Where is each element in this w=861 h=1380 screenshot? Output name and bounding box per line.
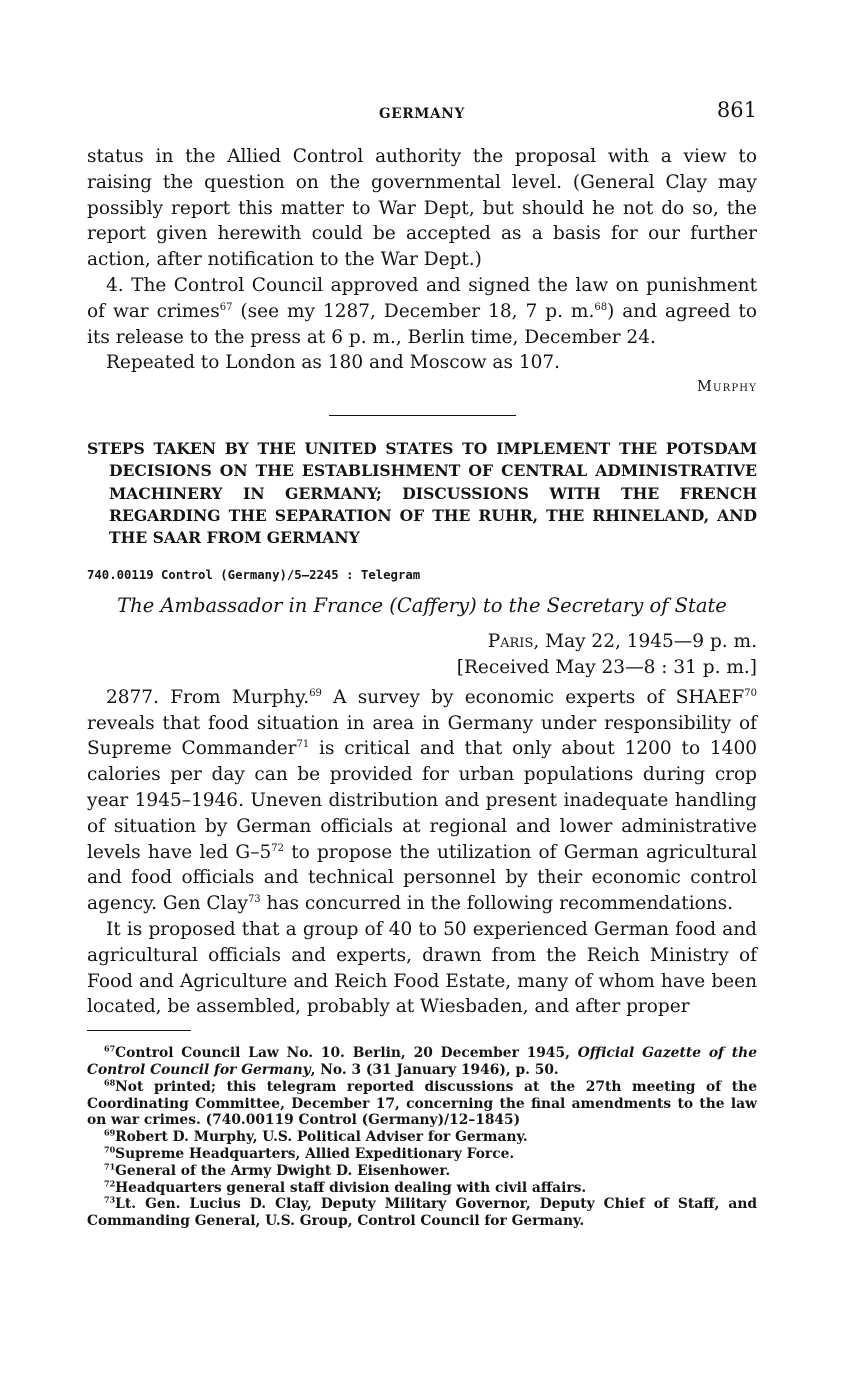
- file-reference: 740.00119 Control (Germany)/5–2245 : Telegram: [87, 568, 421, 583]
- page-number: 861: [716, 98, 757, 122]
- dateline-place: Paris: [487, 631, 534, 653]
- paragraph-repeated: Repeated to London as 180 and Moscow as 107.: [106, 352, 561, 374]
- footnote-70: [87, 1146, 757, 1163]
- footnote-divider: [87, 1030, 191, 1031]
- footnote-number: 68: [104, 1077, 116, 1088]
- footnote-69: [87, 1129, 757, 1146]
- footnote-67: [87, 1045, 757, 1079]
- paragraph-item-4-text-c: ) and agreed to its release to the press at 6 p. m., Berlin time, December 24.: [87, 300, 757, 348]
- footnote-71: [87, 1163, 757, 1180]
- footnotes: [87, 1045, 757, 1230]
- dateline-sent-time: , May 22, 1945—9 p. m.: [533, 631, 757, 653]
- paragraph-continued: status in the Allied Control authority the proposal with a view to raising the question on the governmental level. (General Clay may possibly report this matter to War Dept, but should he not do so, the report given herewith could be accepted as a basis for our further action, after notification to the War Dept.): [87, 146, 757, 271]
- footnote-number: 69: [104, 1127, 116, 1138]
- telegram-text: is critical and that only about 1200 to 1400 calories per day can be provided for urban populations during crop year 1945–1946. Uneven distribution and present inadequate handling of situation by German officials at regional and lower administrative levels have led G–5: [87, 738, 757, 863]
- footnote-ref-70[interactable]: 70: [744, 687, 757, 699]
- footnote-italic-title: Official Gazette of the Control Council for Germany: [87, 1045, 757, 1078]
- footnote-text: Headquarters general staff division dealing with civil affairs.: [115, 1179, 587, 1196]
- telegram-text: 2877. From Murphy.: [106, 686, 310, 708]
- footnote-number: 72: [104, 1177, 116, 1188]
- telegram-text: A survey by economic experts of SHAEF: [321, 686, 745, 708]
- telegram-text: reveals that food situation in area in Germany under responsibility of Supreme Commander: [87, 712, 757, 760]
- dateline: [87, 629, 757, 681]
- footnote-text: Lt. Gen. Lucius D. Clay, Deputy Military Governor, Deputy Chief of Staff, and Commanding General, U.S. Group, Control Council for Germany.: [87, 1196, 757, 1230]
- running-head: GERMANY: [378, 106, 466, 122]
- footnote-text: General of the Army Dwight D. Eisenhower.: [115, 1162, 451, 1179]
- signature: Murphy: [696, 379, 757, 396]
- paragraph-item-4-text-a: 4. The Control Council approved and signed the law on punishment of war crimes: [87, 274, 757, 322]
- footnote-ref-69[interactable]: 69: [309, 687, 322, 699]
- footnote-ref-73[interactable]: 73: [247, 894, 261, 905]
- footnote-73: [87, 1196, 757, 1230]
- footnote-ref-68[interactable]: 68: [594, 301, 608, 313]
- section-heading: STEPS TAKEN BY THE UNITED STATES TO IMPLEMENT THE POTSDAM DECISIONS ON THE ESTABLISHMENT OF CENTRAL ADMINISTRATIVE MACHINERY IN GERMANY; DISCUSSIONS WITH THE FRENCH REGARDING THE SEPARATION OF THE RUHR, THE RHINELAND, AND THE SAAR FROM GERMANY: [87, 439, 757, 547]
- footnote-text: Robert D. Murphy, U.S. Political Adviser for Germany.: [115, 1129, 528, 1146]
- document-page: [87, 96, 757, 1230]
- document-title: The Ambassador in France (Caffery) to the Secretary of State: [117, 594, 727, 618]
- footnote-ref-71[interactable]: 71: [296, 739, 310, 751]
- footnote-72: [87, 1177, 757, 1197]
- footnote-number: 67: [104, 1043, 116, 1054]
- paragraph-item-4-text-b: (see my 1287, December 18, 7 p. m.: [232, 300, 595, 322]
- footnote-number: 70: [104, 1144, 116, 1155]
- footnote-text: Supreme Headquarters, Allied Expeditionary Force.: [115, 1145, 515, 1162]
- footnote-text: Control Council Law No. 10. Berlin, 20 December 1945,: [115, 1045, 578, 1062]
- telegram-text: to propose the utilization of German agricultural and food officials and technical personnel by their economic control agency. Gen Clay: [87, 841, 757, 915]
- telegram-paragraph-2: It is proposed that a group of 40 to 50 experienced German food and agricultural officials and experts, drawn from the Reich Ministry of Food and Agriculture and Reich Food Estate, many of whom have been located, be assembled, probably at Wiesbaden, and after proper: [87, 918, 757, 1018]
- footnote-ref-67[interactable]: 67: [219, 301, 233, 313]
- footnote-ref-72[interactable]: 72: [271, 842, 284, 854]
- dateline-sent: [87, 629, 757, 655]
- page-header: [87, 96, 757, 130]
- footnote-text: Not printed; this telegram reported discussions at the 27th meeting of the Coordinating Committee, December 17, concerning the final amendments to the law on war crimes. (740.00119 Control (Germany)/12–1845): [87, 1078, 757, 1129]
- footnote-number: 73: [104, 1194, 116, 1205]
- telegram-paragraph-1: [87, 685, 757, 917]
- footnote-text: , No. 3 (31 January 1946), p. 50.: [310, 1061, 559, 1078]
- section-divider: [329, 415, 516, 416]
- telegram-text: has concurred in the following recommendations.: [260, 893, 734, 915]
- dateline-received: [Received May 23—8 : 31 p. m.]: [456, 656, 757, 678]
- footnote-68: [87, 1079, 757, 1129]
- footnote-number: 71: [104, 1161, 116, 1172]
- paragraph-item-4: [87, 273, 757, 350]
